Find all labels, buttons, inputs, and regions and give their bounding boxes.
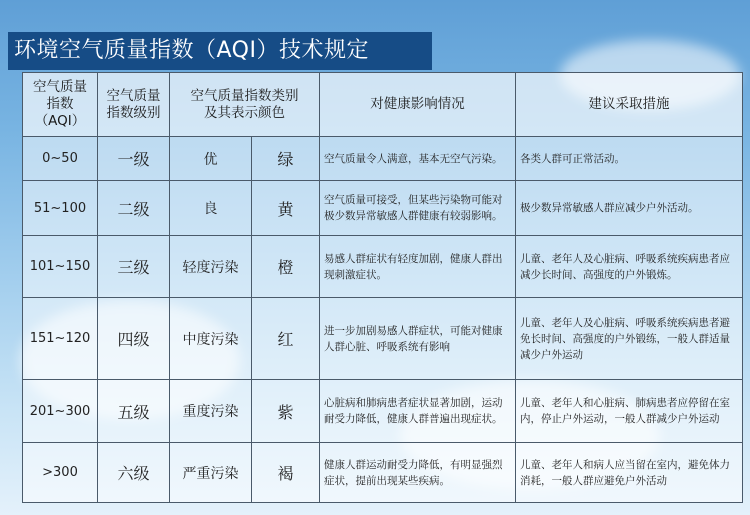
aqi-category: 中度污染 bbox=[170, 298, 252, 380]
header-category: 空气质量指数类别 及其表示颜色 bbox=[170, 73, 320, 137]
health-effect: 空气质量令人满意，基本无空气污染。 bbox=[320, 137, 516, 181]
aqi-range: 0~50 bbox=[23, 137, 98, 181]
aqi-range: 201~300 bbox=[23, 380, 98, 443]
aqi-range: >300 bbox=[23, 443, 98, 503]
aqi-color: 橙 bbox=[252, 236, 320, 298]
table-header-row bbox=[23, 73, 743, 137]
aqi-category: 严重污染 bbox=[170, 443, 252, 503]
aqi-category: 重度污染 bbox=[170, 380, 252, 443]
header-advice: 建议采取措施 bbox=[516, 73, 743, 137]
health-effect: 易感人群症状有轻度加剧，健康人群出现刺激症状。 bbox=[320, 236, 516, 298]
health-effect: 健康人群运动耐受力降低，有明显强烈症状，提前出现某些疾病。 bbox=[320, 443, 516, 503]
aqi-color: 黄 bbox=[252, 181, 320, 236]
table-row bbox=[23, 443, 743, 503]
aqi-color: 红 bbox=[252, 298, 320, 380]
table-row bbox=[23, 298, 743, 380]
aqi-category: 优 bbox=[170, 137, 252, 181]
aqi-category: 良 bbox=[170, 181, 252, 236]
aqi-color: 褐 bbox=[252, 443, 320, 503]
aqi-range: 151~120 bbox=[23, 298, 98, 380]
table-row bbox=[23, 137, 743, 181]
advice: 儿童、老年人及心脏病、呼吸系统疾病患者应减少长时间、高强度的户外锻炼。 bbox=[516, 236, 743, 298]
aqi-level: 三级 bbox=[98, 236, 170, 298]
health-effect: 进一步加剧易感人群症状，可能对健康人群心脏、呼吸系统有影响 bbox=[320, 298, 516, 380]
header-level: 空气质量 指数级别 bbox=[98, 73, 170, 137]
health-effect: 心脏病和肺病患者症状显著加剧，运动耐受力降低，健康人群普遍出现症状。 bbox=[320, 380, 516, 443]
aqi-color: 绿 bbox=[252, 137, 320, 181]
health-effect: 空气质量可接受，但某些污染物可能对极少数异常敏感人群健康有较弱影响。 bbox=[320, 181, 516, 236]
header-health: 对健康影响情况 bbox=[320, 73, 516, 137]
aqi-level: 四级 bbox=[98, 298, 170, 380]
advice: 极少数异常敏感人群应减少户外活动。 bbox=[516, 181, 743, 236]
aqi-table bbox=[22, 72, 743, 503]
aqi-range: 101~150 bbox=[23, 236, 98, 298]
aqi-color: 紫 bbox=[252, 380, 320, 443]
aqi-level: 六级 bbox=[98, 443, 170, 503]
table-row bbox=[23, 181, 743, 236]
aqi-level: 五级 bbox=[98, 380, 170, 443]
aqi-level: 一级 bbox=[98, 137, 170, 181]
advice: 儿童、老年人及心脏病、呼吸系统疾病患者避免长时间、高强度的户外锻练，一般人群适量减少户外运动 bbox=[516, 298, 743, 380]
aqi-category: 轻度污染 bbox=[170, 236, 252, 298]
aqi-level: 二级 bbox=[98, 181, 170, 236]
page-title: 环境空气质量指数（AQI）技术规定 bbox=[8, 32, 432, 70]
header-aqi: 空气质量 指数 （AQI） bbox=[23, 73, 98, 137]
aqi-range: 51~100 bbox=[23, 181, 98, 236]
table-row bbox=[23, 236, 743, 298]
advice: 儿童、老年人和病人应当留在室内，避免体力消耗，一般人群应避免户外活动 bbox=[516, 443, 743, 503]
advice: 各类人群可正常活动。 bbox=[516, 137, 743, 181]
table-row bbox=[23, 380, 743, 443]
advice: 儿童、老年人和心脏病、肺病患者应停留在室内，停止户外运动，一般人群减少户外运动 bbox=[516, 380, 743, 443]
